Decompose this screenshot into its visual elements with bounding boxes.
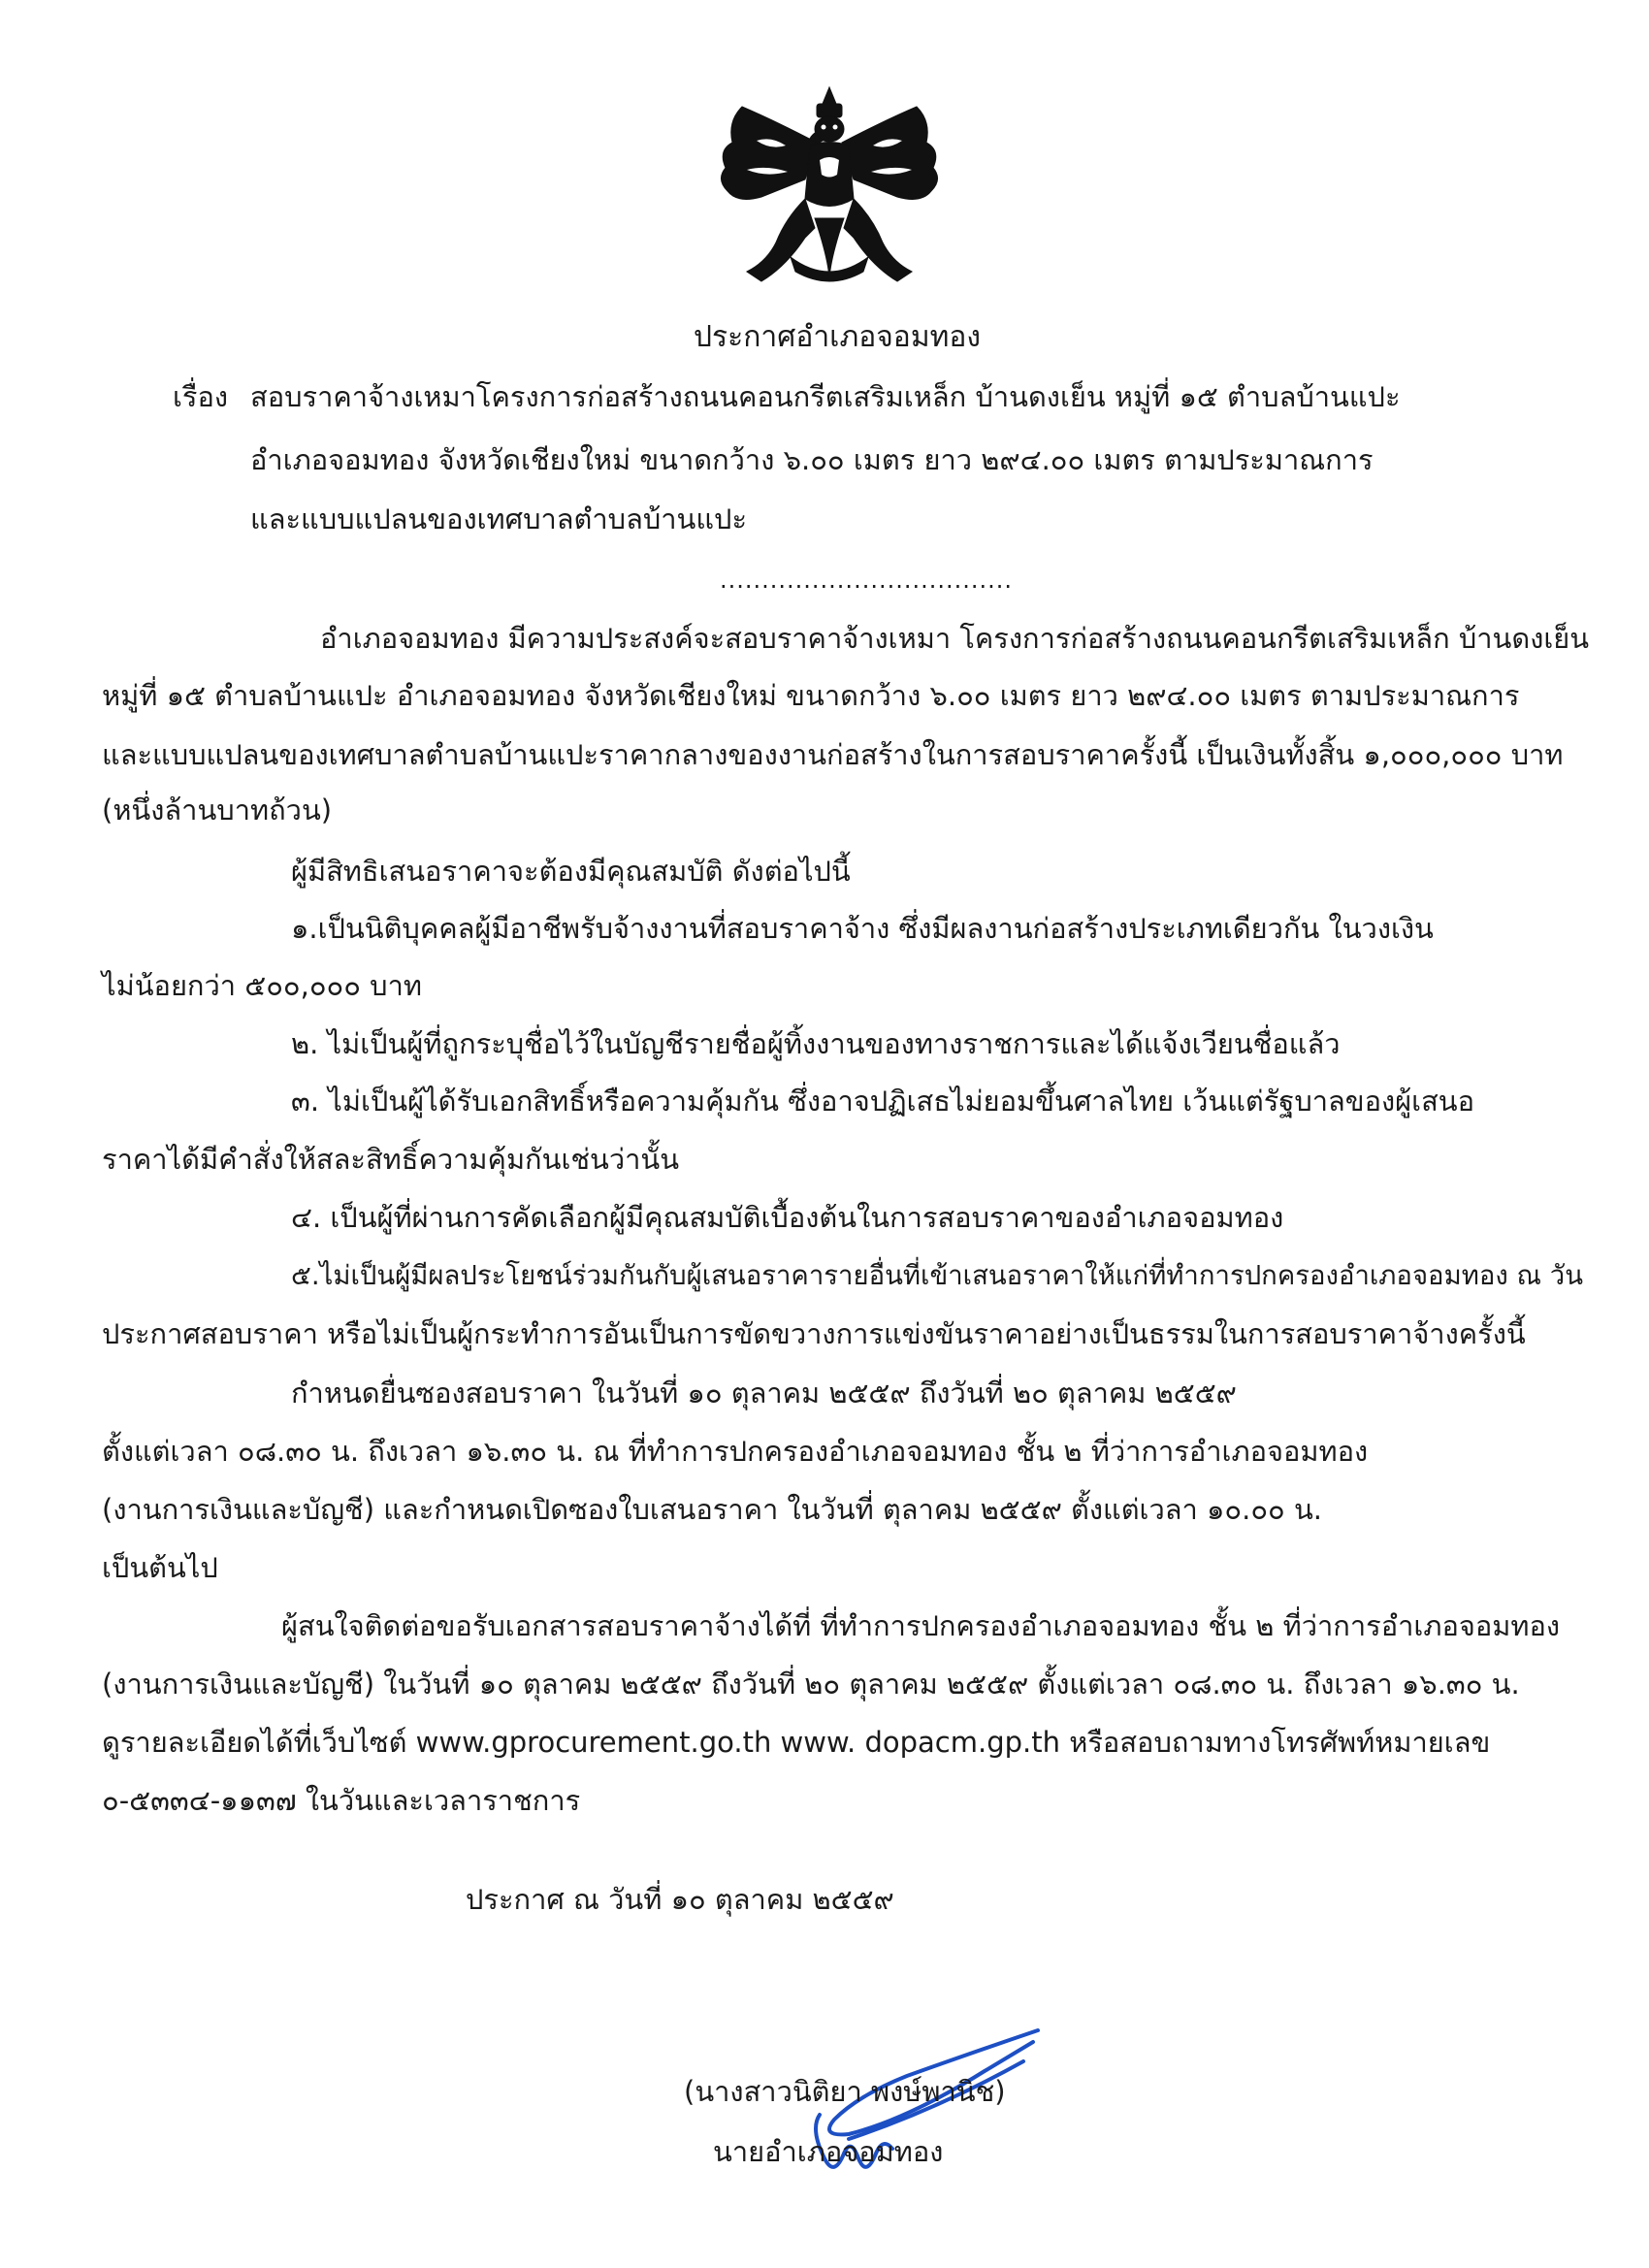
body-line: ๓. ไม่เป็นผู้ได้รับเอกสิทธิ์หรือความคุ้มกัน ซึ่งอาจปฏิเสธไม่ยอมขึ้นศาลไทย เว้นแต่รัฐบาลของผู้เสนอ: [291, 1085, 1475, 1118]
body-line: ดูรายละเอียดได้ที่เว็บไซต์ www.gprocurement.go.th www. dopacm.gp.th หรือสอบถามทางโทรศัพท์หมายเลข: [102, 1726, 1491, 1759]
body-line: ๒. ไม่เป็นผู้ที่ถูกระบุชื่อไว้ในบัญชีรายชื่อผู้ทิ้งงานของทางราชการและได้แจ้งเวียนชื่อแล้ว: [291, 1027, 1341, 1060]
announce-date: ประกาศ ณ วันที่ ๑๐ ตุลาคม ๒๕๕๙: [466, 1883, 894, 1916]
body-line: ไม่น้อยกว่า ๕๐๐,๐๐๐ บาท: [102, 969, 422, 1002]
document-heading: ประกาศอำเภอจอมทอง: [694, 320, 982, 354]
separator: ...................................: [720, 567, 1014, 594]
body-line: (หนึ่งล้านบาทถ้วน): [102, 794, 333, 826]
subject-line: สอบราคาจ้างเหมาโครงการก่อสร้างถนนคอนกรีตเสริมเหล็ก บ้านดงเย็น หมู่ที่ ๑๕ ตำบลบ้านแปะ: [250, 380, 1401, 413]
body-line: และแบบแปลนของเทศบาลตำบลบ้านแปะราคากลางของงานก่อสร้างในการสอบราคาครั้งนี้ เป็นเงินทั้งสิ้น ๑,๐๐๐,๐๐๐ บาท: [102, 738, 1564, 771]
body-line: ๑.เป็นนิติบุคคลผู้มีอาชีพรับจ้างงานที่สอบราคาจ้าง ซึ่งมีผลงานก่อสร้างประเภทเดียวกัน ในวงเงิน: [291, 912, 1434, 945]
body-line: ตั้งแต่เวลา ๐๘.๓๐ น. ถึงเวลา ๑๖.๓๐ น. ณ ที่ทำการปกครองอำเภอจอมทอง ชั้น ๒ ที่ว่าการอำเภอจอมทอง: [102, 1435, 1369, 1468]
body-line: (งานการเงินและบัญชี) และกำหนดเปิดซองใบเสนอราคา ในวันที่ ตุลาคม ๒๕๕๙ ตั้งแต่เวลา ๑๐.๐๐ น.: [102, 1493, 1323, 1526]
subject-line: และแบบแปลนของเทศบาลตำบลบ้านแปะ: [250, 502, 748, 535]
body-line: กำหนดยื่นซองสอบราคา ในวันที่ ๑๐ ตุลาคม ๒๕๕๙ ถึงวันที่ ๒๐ ตุลาคม ๒๕๕๙: [291, 1377, 1237, 1409]
body-line: ราคาได้มีคำสั่งให้สละสิทธิ์ความคุ้มกันเช่นว่านั้น: [102, 1143, 680, 1176]
body-line: อำเภอจอมทอง มีความประสงค์จะสอบราคาจ้างเหมา โครงการก่อสร้างถนนคอนกรีตเสริมเหล็ก บ้านดงเย็น: [320, 622, 1590, 655]
subject-label: เรื่อง: [173, 380, 229, 413]
body-line: ๔. เป็นผู้ที่ผ่านการคัดเลือกผู้มีคุณสมบัติเบื้องต้นในการสอบราคาของอำเภอจอมทอง: [291, 1201, 1284, 1234]
garuda-emblem-icon: [708, 82, 951, 291]
body-line: ๕.ไม่เป็นผู้มีผลประโยชน์ร่วมกันกับผู้เสนอราคารายอื่นที่เข้าเสนอราคาให้แก่ที่ทำการปกครองอำเภอจอมทอง ณ วัน: [291, 1260, 1584, 1291]
body-line: ผู้มีสิทธิเสนอราคาจะต้องมีคุณสมบัติ ดังต่อไปนี้: [291, 855, 851, 888]
signer-name: (นางสาวนิติยา พงษ์พานิช): [684, 2075, 1006, 2108]
body-line: ผู้สนใจติดต่อขอรับเอกสารสอบราคาจ้างได้ที่ ที่ทำการปกครองอำเภอจอมทอง ชั้น ๒ ที่ว่าการอำเภอจอมทอง: [281, 1609, 1561, 1642]
subject-line: อำเภอจอมทอง จังหวัดเชียงใหม่ ขนาดกว้าง ๖.๐๐ เมตร ยาว ๒๙๔.๐๐ เมตร ตามประมาณการ: [250, 443, 1374, 476]
body-line: (งานการเงินและบัญชี) ในวันที่ ๑๐ ตุลาคม ๒๕๕๙ ถึงวันที่ ๒๐ ตุลาคม ๒๕๕๙ ตั้งแต่เวลา ๐๘.๓๐ น. ถึงเวลา ๑๖.๓๐ น.: [102, 1668, 1520, 1701]
body-line: หมู่ที่ ๑๕ ตำบลบ้านแปะ อำเภอจอมทอง จังหวัดเชียงใหม่ ขนาดกว้าง ๖.๐๐ เมตร ยาว ๒๙๔.๐๐ เมตร ตามประมาณการ: [102, 679, 1520, 712]
body-line: ๐-๕๓๓๔-๑๑๓๗ ในวันและเวลาราชการ: [102, 1784, 581, 1817]
body-line: เป็นต้นไป: [102, 1551, 218, 1584]
body-line: ประกาศสอบราคา หรือไม่เป็นผู้กระทำการอันเป็นการขัดขวางการแข่งขันราคาอย่างเป็นธรรมในการสอบราคาจ้างครั้งนี้: [102, 1317, 1526, 1350]
signer-title: นายอำเภอจอมทอง: [713, 2135, 944, 2168]
